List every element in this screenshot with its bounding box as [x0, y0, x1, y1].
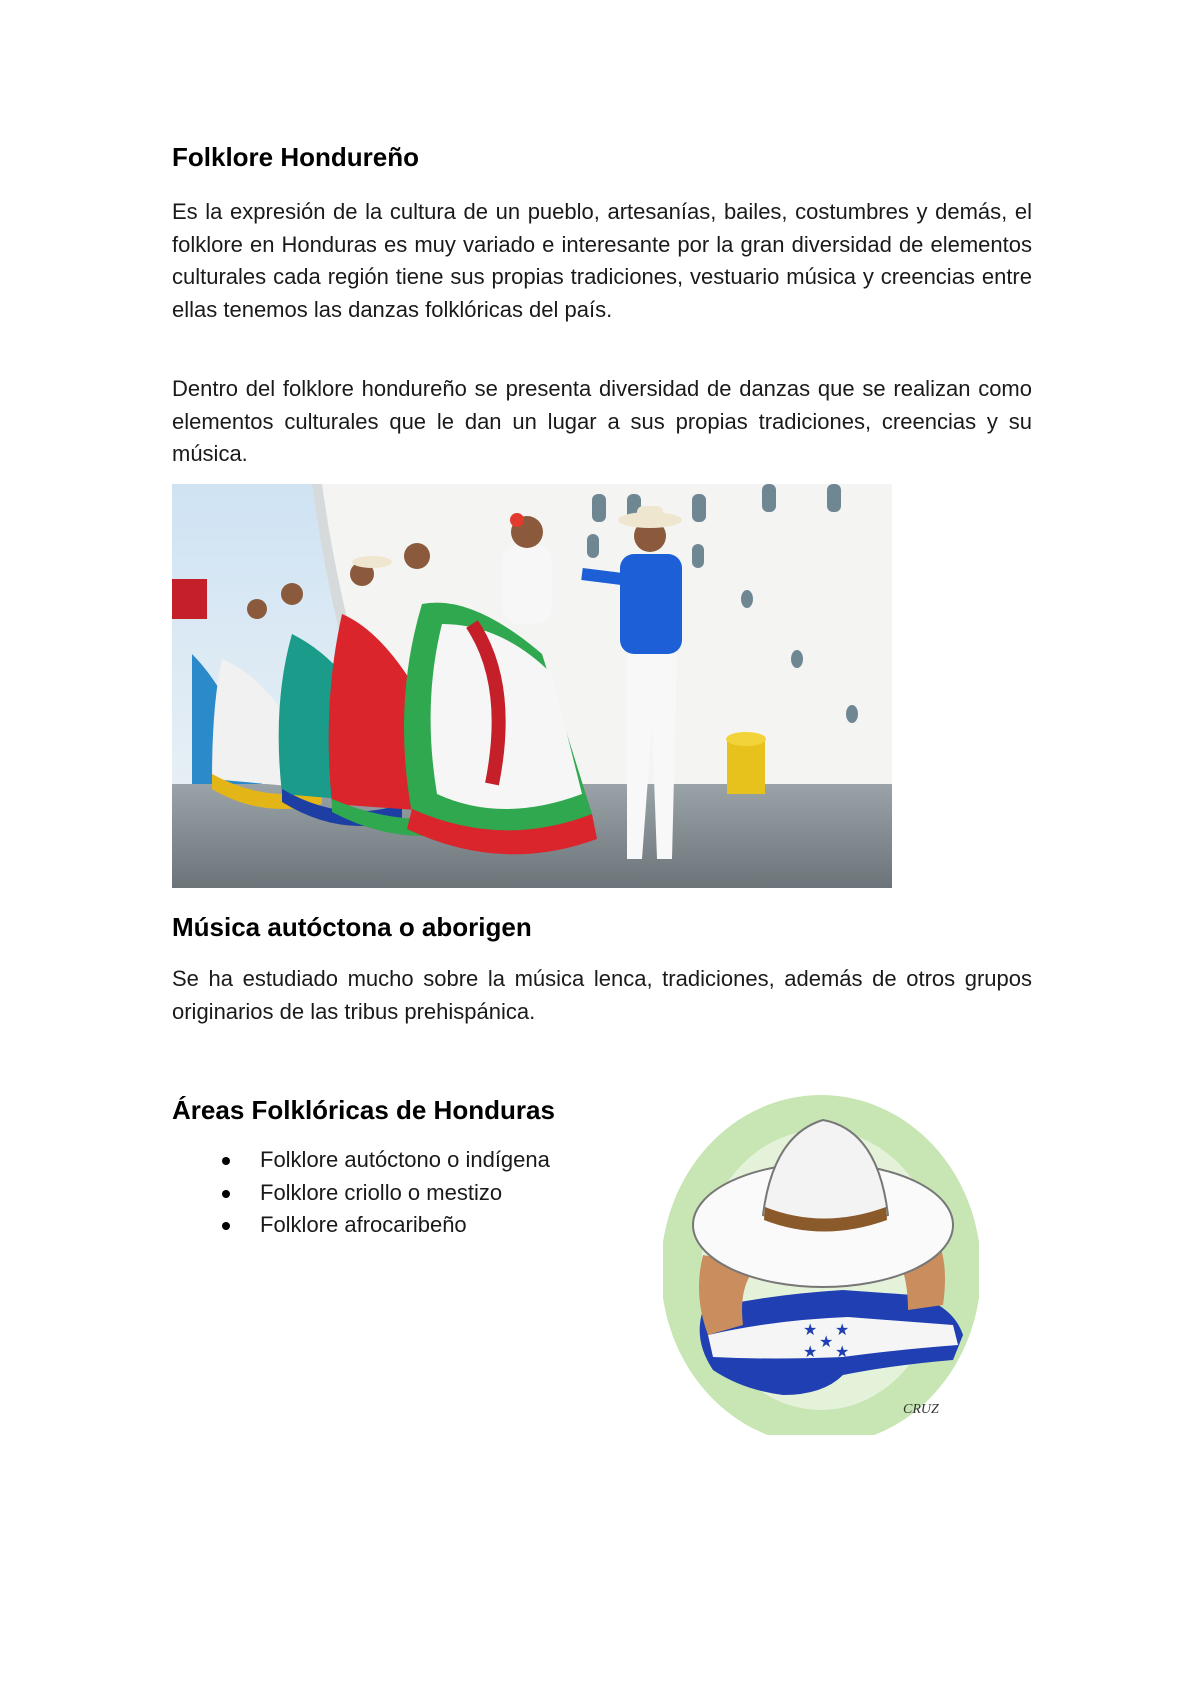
svg-text:★: ★: [803, 1322, 818, 1339]
sombrero-flag-map-illustration: [663, 1095, 979, 1435]
paragraph-folklore-intro: Es la expresión de la cultura de un pueblo, artesanías, bailes, costumbres y demás, el folklore en Honduras es muy variado e interesante por la gran diversidad de elementos culturales cada región tiene sus propias tradiciones, vestuario música y creencias entre ellas tenemos las danzas folklóricas del país.: [172, 199, 1032, 322]
folk-dancers-photo: [172, 484, 892, 888]
bullet-icon: [222, 1222, 230, 1230]
bullet-icon: [222, 1157, 230, 1165]
section-title-areas: Áreas Folklóricas de Honduras: [172, 1095, 555, 1125]
list-item-label: Folklore afrocaribeño: [260, 1212, 467, 1237]
svg-text:★: ★: [803, 1344, 818, 1361]
list-item: [212, 1177, 550, 1210]
section-title-folklore: Folklore Hondureño: [172, 142, 419, 172]
paragraph-musica: Se ha estudiado mucho sobre la música lenca, tradiciones, además de otros grupos originarios de las tribus prehispánica.: [172, 966, 1032, 1024]
illustration-signature: CRUZ: [903, 1402, 939, 1417]
list-item: [212, 1209, 550, 1242]
list-item-label: Folklore autóctono o indígena: [260, 1147, 550, 1172]
svg-text:★: ★: [835, 1344, 850, 1361]
bullet-icon: [222, 1190, 230, 1198]
areas-list: [212, 1144, 550, 1242]
section-title-musica: Música autóctona o aborigen: [172, 912, 532, 942]
svg-text:★: ★: [819, 1334, 834, 1351]
list-item: [212, 1144, 550, 1177]
list-item-label: Folklore criollo o mestizo: [260, 1179, 503, 1205]
paragraph-folklore-danzas: Dentro del folklore hondureño se presenta diversidad de danzas que se realizan como elementos culturales que le dan un lugar a sus propias tradiciones, creencias y su música.: [172, 376, 1032, 466]
svg-text:★: ★: [835, 1322, 850, 1339]
